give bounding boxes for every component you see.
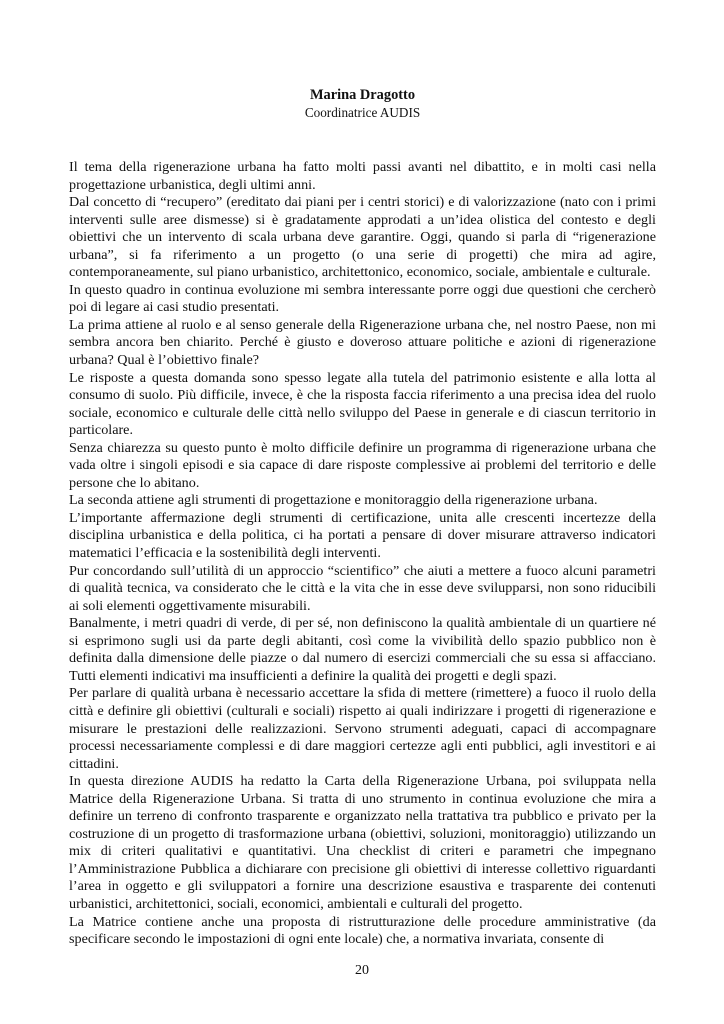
paragraph: La seconda attiene agli strumenti di progettazione e monitoraggio della rigenerazione urbana.: [69, 492, 598, 509]
paragraph: La Matrice contiene anche una proposta di ristrutturazione delle procedure amministrative (da specificare secondo le impostazioni di ogni ente locale) che, a normativa invariata, consente di: [69, 913, 656, 948]
paragraph: Il tema della rigenerazione urbana ha fatto molti passi avanti nel dibattito, e in molti casi nella progettazione urbanistica, degli ultimi anni.: [69, 159, 656, 193]
paragraph: La prima attiene al ruolo e al senso generale della Rigenerazione urbana che, nel nostro Paese, non mi sembra ancora ben chiarito. Perché è giusto e doveroso attuare politiche e azioni di rigenerazione urbana? Qual è l’obiettivo finale?: [69, 316, 656, 369]
paragraph: Dal concetto di “recupero” (ereditato dai piani per i centri storici) e di valorizzazione (nato con i primi interventi sulle aree dismesse) si è gradatamente approdati a un’idea olistica del contesto e degli obiettivi che un intervento di scala urbana deve garantire. Oggi, quando si parla di “rigenerazione urbana”, si fa riferimento a un progetto (o una serie di progetti) che mira ad agire, contemporaneamente, sul piano urbanistico, architettonico, economico, sociale, ambientale e culturale.: [69, 194, 656, 281]
paragraph: Senza chiarezza su questo punto è molto difficile definire un programma di rigenerazione urbana che vada oltre i singoli episodi e sia capace di dare risposte complessive ai problemi del territorio e delle persone che lo abitano.: [69, 439, 656, 491]
author-role: Coordinatrice AUDIS: [304, 105, 421, 120]
page-number: 20: [355, 963, 369, 978]
document-header: [69, 86, 656, 121]
paragraph: Per parlare di qualità urbana è necessario accettare la sfida di mettere (rimettere) a fuoco il ruolo della città e definire gli obiettivi (culturali e sociali) rispetto ai quali indirizzare i progetti di rigenerazione e misurare le prestazioni delle realizzazioni. Servono strumenti adeguati, capaci di accompagnare processi necessariamente complessi e di dare maggiori certezze agli enti pubblici, agli investitori e ai cittadini.: [69, 685, 656, 772]
body-text: [69, 159, 656, 949]
paragraph: Banalmente, i metri quadri di verde, di per sé, non definiscono la qualità ambientale di un quartiere né si esprimono sugli usi da parte degli abitanti, così come la vivibilità dello spazio pubblico non è definita dalla dimensione delle piazze o dal numero di esercizi commerciali che su essa si affacciano. Tutti elementi indicativi ma insufficienti a definire la qualità dei progetti e degli spazi.: [69, 615, 656, 684]
paragraph: In questa direzione AUDIS ha redatto la Carta della Rigenerazione Urbana, poi sviluppata nella Matrice della Rigenerazione Urbana. Si tratta di uno strumento in continua evoluzione che mira a definire un terreno di confronto trasparente e organizzato nella trattativa tra pubblico e privato per la costruzione di un progetto di trasformazione urbana (obiettivi, soluzioni, monitoraggio) utilizzando un mix di criteri qualitativi e quantitativi. Una checklist di criteri e parametri che impegnano l’Amministrazione Pubblica a dichiarare con precisione gli obiettivi di interesse collettivo riguardanti l’area in oggetto e gli sviluppatori a fornire una descrizione esaustiva e trasparente dei contenuti urbanistici, architettonici, sociali, economici, ambientali e culturali del progetto.: [69, 773, 656, 912]
paragraph: Le risposte a questa domanda sono spesso legate alla tutela del patrimonio esistente e alla lotta al consumo di suolo. Più difficile, invece, è che la risposta faccia riferimento a una precisa idea del ruolo sociale, economico e culturale delle città nello sviluppo del Paese in generale e di ciascun territorio in particolare.: [69, 369, 656, 439]
author-name: Marina Dragotto: [309, 87, 416, 103]
document-page: [69, 86, 656, 949]
paragraph: In questo quadro in continua evoluzione mi sembra interessante porre oggi due questioni che cercherò poi di legare ai casi studio presentati.: [69, 281, 656, 316]
paragraph: Pur concordando sull’utilità di un approccio “scientifico” che aiuti a mettere a fuoco alcuni parametri di qualità tecnica, va considerato che le città e la vita che in esse deve svilupparsi, non sono riducibili ai soli elementi oggettivamente misurabili.: [69, 562, 656, 614]
paragraph: L’importante affermazione degli strumenti di certificazione, unita alle crescenti incertezze della disciplina urbanistica e della politica, ci ha portati a pensare di dover misurare attraverso indicatori matematici l’efficacia e la sostenibilità degli interventi.: [69, 509, 656, 562]
